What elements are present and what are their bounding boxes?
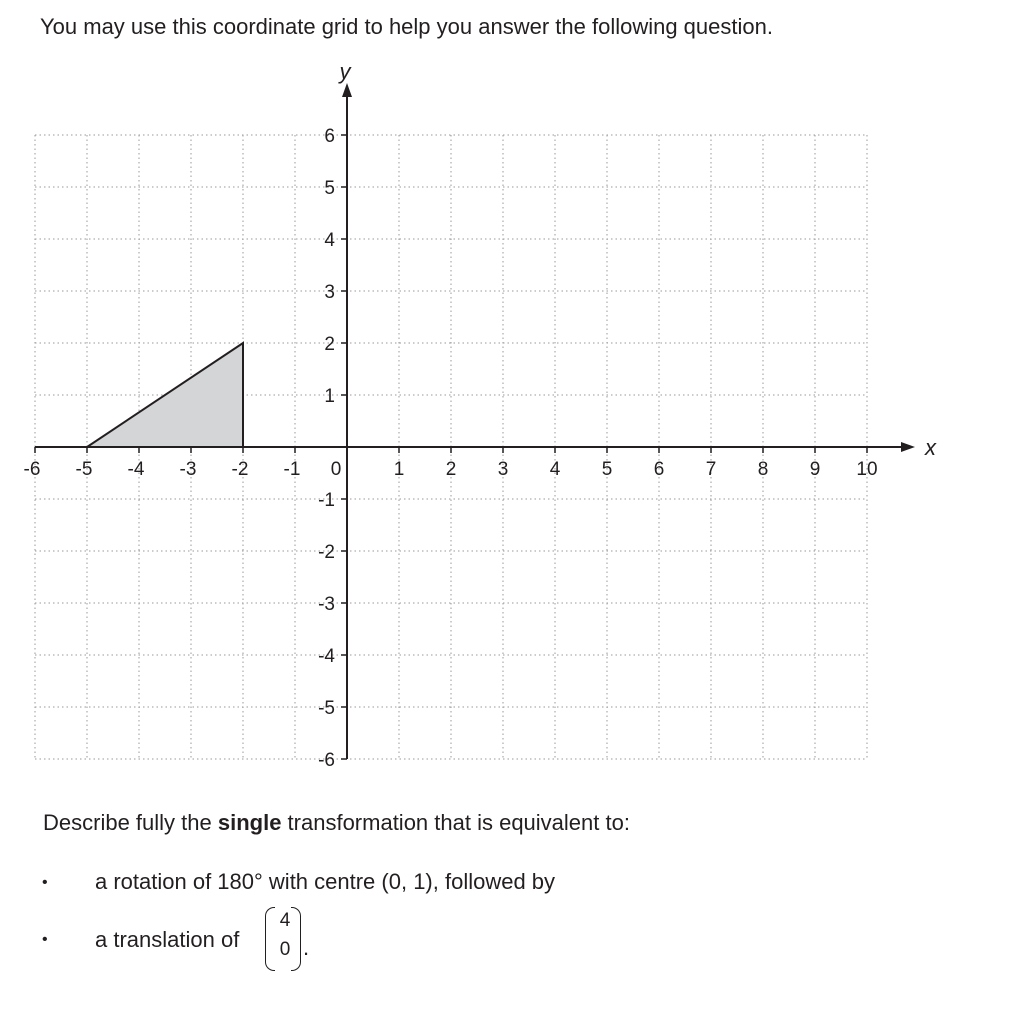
- describe-suffix: transformation that is equivalent to:: [281, 810, 630, 835]
- y-axis-arrow-icon: [342, 83, 352, 97]
- x-axis-label: x: [925, 435, 936, 460]
- x-tick-label: 7: [705, 459, 717, 480]
- shape-layer: [87, 343, 243, 447]
- x-tick-label: 6: [653, 459, 665, 480]
- y-tick-label: -4: [318, 646, 335, 667]
- x-tick-label: -1: [283, 459, 301, 480]
- bullet-text-translation: a translation of: [95, 927, 240, 952]
- origin-label: 0: [330, 459, 342, 480]
- y-tick-label: 2: [324, 334, 335, 355]
- vector-period: .: [303, 935, 310, 960]
- x-tick-label: 4: [549, 459, 561, 480]
- x-tick-label: 1: [393, 459, 405, 480]
- y-tick-label: 5: [324, 178, 335, 199]
- x-tick-label: 2: [445, 459, 457, 480]
- y-tick-label: 1: [324, 386, 335, 407]
- y-tick-label: 3: [324, 282, 335, 303]
- x-tick-label: 8: [757, 459, 769, 480]
- x-tick-label: 5: [601, 459, 613, 480]
- y-tick-label: -1: [318, 490, 335, 511]
- vector-bottom-value: 0: [279, 939, 291, 960]
- bullet-text-rotation: a rotation of 180° with centre (0, 1), followed by: [95, 869, 556, 894]
- bullet-item-rotation: [0, 869, 800, 899]
- bullet-item-translation: [0, 905, 800, 975]
- x-tick-label: -2: [231, 459, 249, 480]
- x-tick-label: -5: [75, 459, 93, 480]
- x-tick-label: -3: [179, 459, 197, 480]
- bullet-dot: •: [42, 874, 48, 891]
- x-tick-label: -6: [23, 459, 41, 480]
- intro-text: You may use this coordinate grid to help you answer the following question.: [40, 14, 773, 39]
- x-tick-label: -4: [127, 459, 145, 480]
- describe-bold-word: single: [217, 810, 282, 835]
- y-tick-label: -6: [318, 750, 335, 771]
- y-tick-label: -5: [318, 698, 335, 719]
- x-tick-label: 3: [497, 459, 509, 480]
- triangle-shape: [87, 343, 243, 447]
- y-tick-label: 4: [324, 230, 335, 251]
- vector-top-value: 4: [279, 910, 291, 931]
- translation-vector: [265, 905, 313, 971]
- y-tick-label: 6: [324, 126, 335, 147]
- describe-instruction: [43, 810, 630, 836]
- y-tick-label: -3: [318, 594, 335, 615]
- y-axis-label: y: [339, 59, 351, 84]
- vector-left-bracket: [265, 907, 275, 971]
- x-tick-label: 9: [809, 459, 821, 480]
- x-tick-label: 10: [856, 459, 878, 480]
- x-axis-arrow-icon: [901, 442, 915, 452]
- bullet-dot: •: [42, 931, 48, 948]
- vector-right-bracket: [291, 907, 301, 971]
- y-tick-label: -2: [318, 542, 335, 563]
- describe-prefix: Describe fully the: [43, 810, 218, 835]
